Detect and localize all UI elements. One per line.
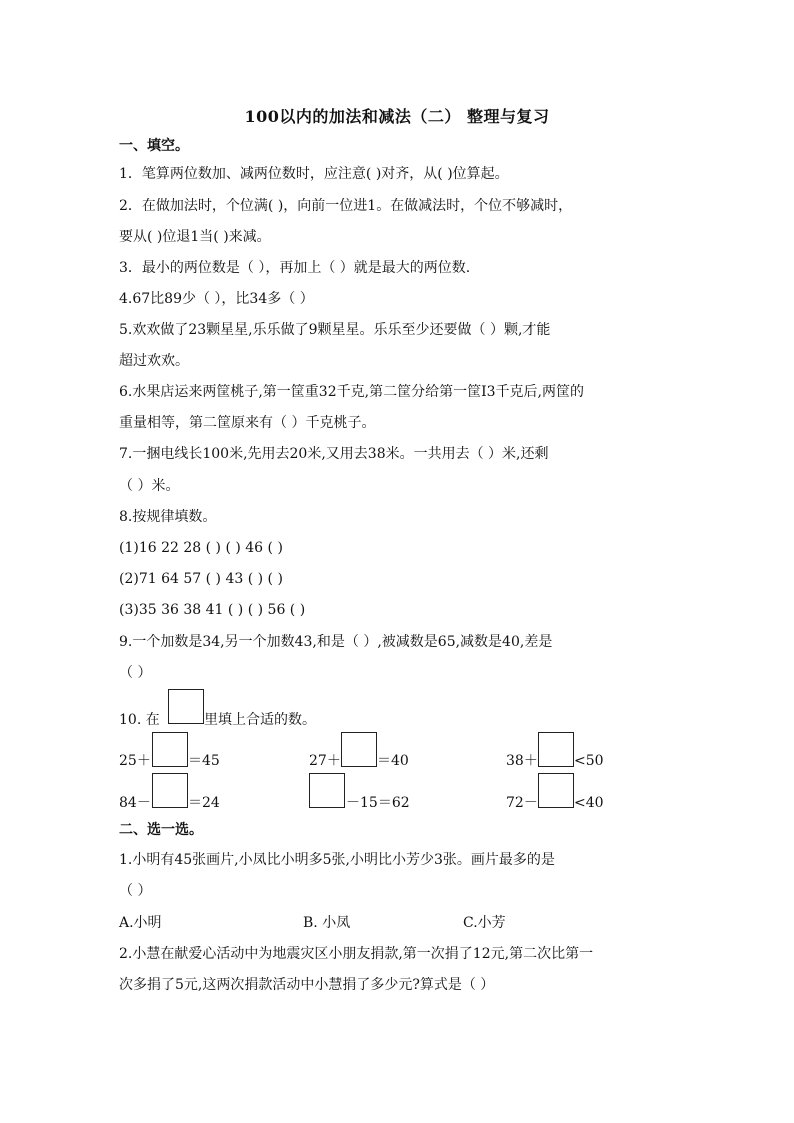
- answer-box-5[interactable]: [309, 773, 345, 808]
- equation-2-right: ＝40: [377, 753, 409, 769]
- equation-1-left: 25＋: [119, 753, 151, 769]
- equation-6-left: 72－: [506, 795, 538, 811]
- answer-box-2[interactable]: [341, 732, 377, 767]
- answer-box-1[interactable]: [152, 732, 188, 767]
- question-5-line-1: 5.欢欢做了23颗星星,乐乐做了9颗星星。乐乐至少还要做（ ）颗,才能: [119, 322, 551, 338]
- question-2-line-1: 2．在做加法时，个位满( )，向前一位进1。在做减法时，个位不够减时，: [119, 198, 573, 214]
- question-5-line-2: 超过欢欢。: [119, 353, 189, 369]
- question-7-line-2: （ ）米。: [119, 478, 180, 494]
- choice-1-line-1: 1.小明有45张画片,小凤比小明多5张,小明比小芳少3张。画片最多的是: [119, 852, 555, 868]
- sequence-3: (3)35 36 38 41 ( ) ( ) 56 ( ): [119, 602, 306, 618]
- question-7-line-1: 7.一捆电线长100米,先用去20米,又用去38米。一共用去（ ）米,还剩: [119, 446, 549, 462]
- question-2-line-2: 要从( )位退1当( )来减。: [119, 229, 271, 245]
- question-6-line-2: 重量相等，第二筐原来有（ ）千克桃子。: [119, 415, 376, 431]
- section-choose-heading: 二、选一选。: [119, 822, 203, 838]
- equation-2-left: 27＋: [309, 753, 341, 769]
- equation-6-right: <40: [574, 795, 604, 811]
- equation-5-right: －15＝62: [346, 795, 410, 811]
- question-10-prefix: 10. 在: [119, 712, 160, 728]
- question-9-line-1: 9.一个加数是34,另一个加数43,和是（ ）,被减数是65,减数是40,差是: [119, 634, 553, 650]
- answer-box-example: [168, 689, 204, 724]
- equation-1-right: ＝45: [188, 753, 220, 769]
- question-9-line-2: （ ）: [119, 665, 152, 681]
- choice-1-line-2: （ ）: [119, 883, 152, 899]
- equation-4-right: ＝24: [188, 795, 220, 811]
- answer-box-4[interactable]: [152, 773, 188, 808]
- equation-4-left: 84－: [119, 795, 151, 811]
- sequence-2: (2)71 64 57 ( ) 43 ( ) ( ): [119, 571, 283, 587]
- answer-box-6[interactable]: [538, 773, 574, 808]
- question-6-line-1: 6.水果店运来两筐桃子,第一筐重32千克,第二筐分给第一筐I3千克后,两筐的: [119, 384, 584, 400]
- page-title: 100以内的加法和减法（二） 整理与复习: [244, 107, 550, 126]
- choice-1-option-c[interactable]: C.小芳: [463, 915, 506, 931]
- sequence-1: (1)16 22 28 ( ) ( ) 46 ( ): [119, 540, 283, 556]
- answer-box-3[interactable]: [538, 732, 574, 767]
- choice-1-option-b[interactable]: B. 小凤: [303, 915, 351, 931]
- question-3: 3．最小的两位数是（ ），再加上（ ）就是最大的两位数.: [119, 260, 471, 276]
- choice-2-line-1: 2.小慧在献爱心活动中为地震灾区小朋友捐款,第一次捐了12元,第二次比第一: [119, 946, 594, 962]
- question-8: 8.按规律填数。: [119, 509, 217, 525]
- choice-1-option-a[interactable]: A.小明: [119, 915, 162, 931]
- question-10-suffix: 里填上合适的数。: [204, 712, 316, 728]
- section-fill-in-heading: 一、填空。: [119, 138, 189, 154]
- question-4: 4.67比89少（ ），比34多（ ）: [119, 291, 314, 307]
- question-1: 1．笔算两位数加、减两位数时，应注意( )对齐，从( )位算起。: [119, 166, 509, 182]
- choice-2-line-2: 次多捐了5元,这两次捐款活动中小慧捐了多少元?算式是（ ）: [119, 977, 495, 993]
- equation-3-left: 38＋: [506, 753, 538, 769]
- equation-3-right: <50: [574, 753, 604, 769]
